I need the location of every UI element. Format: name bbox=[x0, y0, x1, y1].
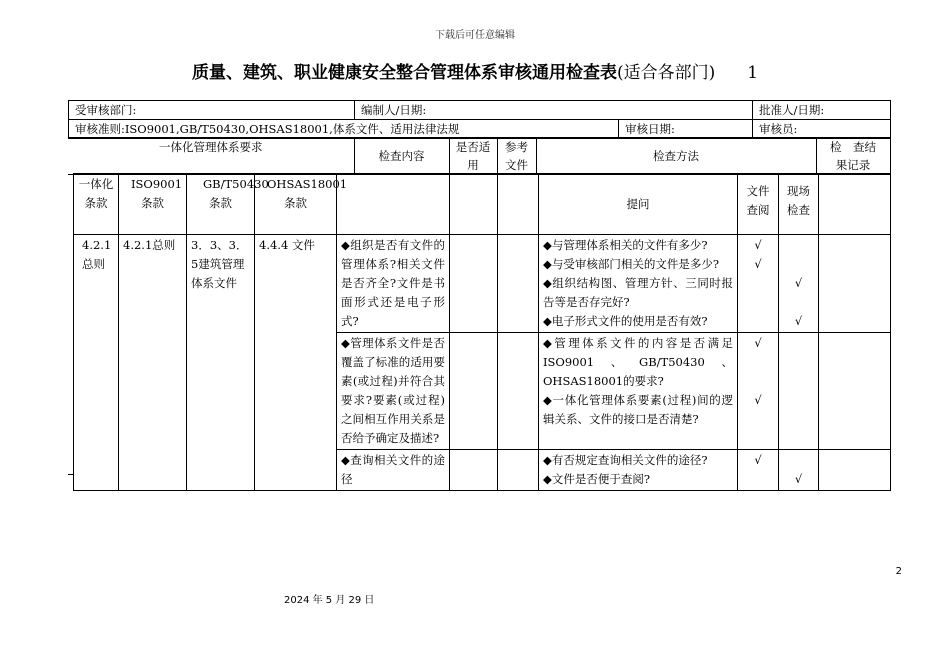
result-record-cell-1 bbox=[819, 235, 891, 333]
subheader-iso9001-clause: ISO9001条款 bbox=[119, 174, 187, 235]
question-item: ◆电子形式文件的使用是否有效? bbox=[543, 314, 708, 328]
subheader-doc-review: 文件查阅 bbox=[738, 174, 779, 235]
question-cell-3 bbox=[539, 450, 738, 491]
gb-clause: 3．3、3．5建筑管理体系文件 bbox=[187, 235, 255, 491]
applicable-cell-2 bbox=[450, 333, 498, 450]
result-record-cell-3 bbox=[819, 450, 891, 491]
title-number: 1 bbox=[747, 63, 759, 83]
subheader-question: 提问 bbox=[539, 174, 738, 235]
question-cell-1 bbox=[539, 235, 738, 333]
audit-criteria-label: 审核准则:ISO9001,GB/T50430,OHSAS18001,体系文件、适用法律法规 bbox=[69, 120, 619, 139]
check-content-3: ◆查询相关文件的途径 bbox=[337, 450, 450, 491]
subheader-integrated-clause: 一体化条款 bbox=[74, 174, 119, 235]
header-note: 下载后可任意编辑 bbox=[435, 30, 515, 41]
question-item: ◆一体化管理体系要素(过程)间的逻辑关系、文件的接口是否清楚? bbox=[543, 393, 733, 426]
page-number: 2 bbox=[895, 566, 902, 577]
header-check-content: 检查内容 bbox=[354, 138, 449, 175]
check-mark: √ bbox=[794, 276, 803, 290]
page-title bbox=[0, 58, 950, 83]
subheader-result-blank bbox=[819, 174, 891, 235]
footer-date: 2024 年 5 月 29 日 bbox=[284, 595, 375, 606]
reference-cell-3 bbox=[498, 450, 539, 491]
question-item: ◆组织结构图、管理方针、三同时报告等是否存完好? bbox=[543, 276, 733, 309]
column-header-table bbox=[68, 137, 891, 175]
check-mark: √ bbox=[754, 238, 762, 252]
ohsas-clause: 4.4.4 文件 bbox=[255, 235, 337, 491]
auditor-label: 审核员: bbox=[753, 120, 891, 139]
info-table bbox=[68, 100, 891, 139]
header-check-method: 检查方法 bbox=[536, 138, 816, 175]
subheader-reference-blank bbox=[498, 174, 539, 235]
doc-review-cell-2 bbox=[738, 333, 779, 450]
header-requirements: 一体化管理体系要求 bbox=[68, 138, 354, 175]
check-mark: √ bbox=[754, 257, 762, 271]
check-mark: √ bbox=[754, 393, 762, 407]
applicable-cell-3 bbox=[450, 450, 498, 491]
check-content-2: ◆管理体系文件是否覆盖了标准的适用要素(或过程)并符合其要求?要素(或过程)之间相互作用关系是否给予确定及描述? bbox=[337, 333, 450, 450]
header-result-record: 检 查结果记录 bbox=[816, 138, 890, 175]
header-reference: 参考文件 bbox=[497, 138, 536, 175]
check-mark: √ bbox=[794, 314, 803, 328]
header-applicable: 是否适用 bbox=[449, 138, 497, 175]
question-item: ◆与受审核部门相关的文件是多少? bbox=[543, 257, 720, 271]
table-bottom-rule bbox=[68, 474, 74, 475]
doc-review-cell-1 bbox=[738, 235, 779, 333]
subheader-applicable-blank bbox=[450, 174, 498, 235]
site-check-cell-3 bbox=[779, 450, 819, 491]
applicable-cell-1 bbox=[450, 235, 498, 333]
preparer-label: 编制人/日期: bbox=[355, 101, 753, 120]
checklist-table bbox=[73, 173, 891, 491]
integrated-clause: 4.2.1总则 bbox=[74, 235, 119, 491]
audited-dept-label: 受审核部门: bbox=[69, 101, 355, 120]
question-cell-2 bbox=[539, 333, 738, 450]
check-mark: √ bbox=[794, 472, 803, 486]
title-suffix: (适合各部门) bbox=[616, 63, 716, 83]
subheader-ohsas-clause: OHSAS18001条款 bbox=[255, 174, 337, 235]
question-item: ◆管理体系文件的内容是否满足ISO9001、GB/T50430、OHSAS18001的要求? bbox=[543, 336, 733, 388]
approver-label: 批准人/日期: bbox=[753, 101, 891, 120]
iso9001-clause: 4.2.1总则 bbox=[119, 235, 187, 491]
reference-cell-1 bbox=[498, 235, 539, 333]
audit-date-label: 审核日期: bbox=[619, 120, 753, 139]
subheader-site-check: 现场检查 bbox=[779, 174, 819, 235]
title-main: 质量、建筑、职业健康安全整合管理体系审核通用检查表 bbox=[191, 63, 617, 83]
reference-cell-2 bbox=[498, 333, 539, 450]
subheader-content-blank bbox=[337, 174, 450, 235]
check-content-1: ◆组织是否有文件的管理体系?相关文件是否齐全?文件是书面形式还是电子形式? bbox=[337, 235, 450, 333]
doc-review-cell-3 bbox=[738, 450, 779, 491]
check-mark: √ bbox=[754, 453, 762, 467]
check-mark: √ bbox=[754, 336, 762, 350]
question-item: ◆文件是否便于查阅? bbox=[543, 472, 651, 486]
question-item: ◆有否规定查询相关文件的途径? bbox=[543, 453, 708, 467]
question-item: ◆与管理体系相关的文件有多少? bbox=[543, 238, 708, 252]
subheader-gb-clause: GB/T50430条款 bbox=[187, 174, 255, 235]
site-check-cell-2 bbox=[779, 333, 819, 450]
site-check-cell-1 bbox=[779, 235, 819, 333]
result-record-cell-2 bbox=[819, 333, 891, 450]
